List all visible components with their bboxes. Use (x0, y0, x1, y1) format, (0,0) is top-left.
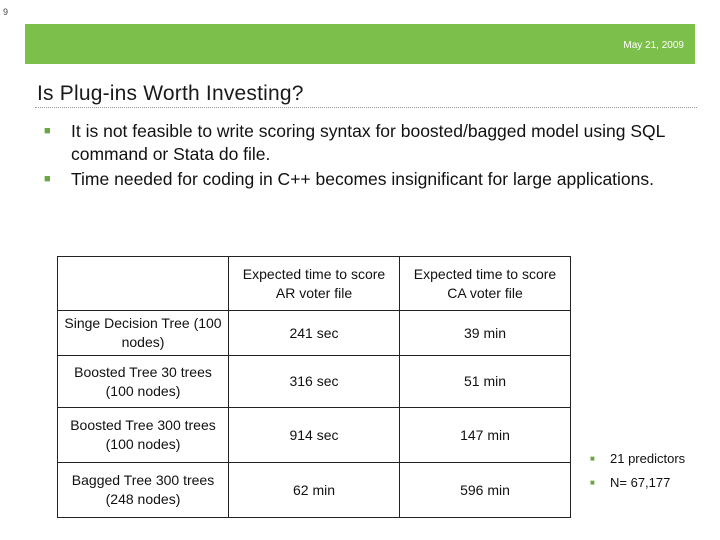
row-label: Boosted Tree 300 trees (100 nodes) (58, 408, 229, 463)
table-row (58, 408, 571, 463)
note-text: N= 67,177 (610, 475, 671, 490)
bullet-text: Time needed for coding in C++ becomes insignificant for large applications. (71, 169, 655, 189)
row-label: Boosted Tree 30 trees (100 nodes) (58, 356, 229, 408)
ar-time: 914 sec (229, 408, 400, 463)
table-header-row (58, 257, 571, 311)
note-text: 21 predictors (610, 451, 686, 466)
note-item (590, 474, 685, 492)
header-cell: Expected time to score CA voter file (400, 257, 571, 311)
header-date: May 21, 2009 (623, 40, 684, 51)
square-bullet-icon: ■ (44, 173, 51, 185)
header-cell: Expected time to score AR voter file (229, 257, 400, 311)
timing-table (57, 256, 571, 518)
bullet-text: It is not feasible to write scoring syntax for boosted/bagged model using SQL command or Stata do file. (71, 121, 665, 164)
table-row (58, 356, 571, 408)
note-item (590, 450, 685, 468)
row-label: Bagged Tree 300 trees (248 nodes) (58, 463, 229, 518)
ar-time: 241 sec (229, 311, 400, 356)
slide-title: Is Plug-ins Worth Investing? (37, 82, 304, 105)
square-bullet-icon: ■ (590, 454, 595, 463)
table-row (58, 311, 571, 356)
ar-time: 316 sec (229, 356, 400, 408)
row-label: Singe Decision Tree (100 nodes) (58, 311, 229, 356)
ca-time: 147 min (400, 408, 571, 463)
header-cell (58, 257, 229, 311)
table-row (58, 463, 571, 518)
ar-time: 62 min (229, 463, 400, 518)
ca-time: 51 min (400, 356, 571, 408)
header-bar (25, 24, 695, 64)
bullet-item (44, 168, 684, 191)
bullet-item (44, 120, 684, 166)
ca-time: 596 min (400, 463, 571, 518)
ca-time: 39 min (400, 311, 571, 356)
square-bullet-icon: ■ (590, 478, 595, 487)
bullet-list (44, 120, 684, 193)
side-notes (590, 450, 685, 498)
title-divider (35, 107, 697, 108)
slide-number: 9 (3, 7, 9, 17)
square-bullet-icon: ■ (44, 125, 51, 137)
